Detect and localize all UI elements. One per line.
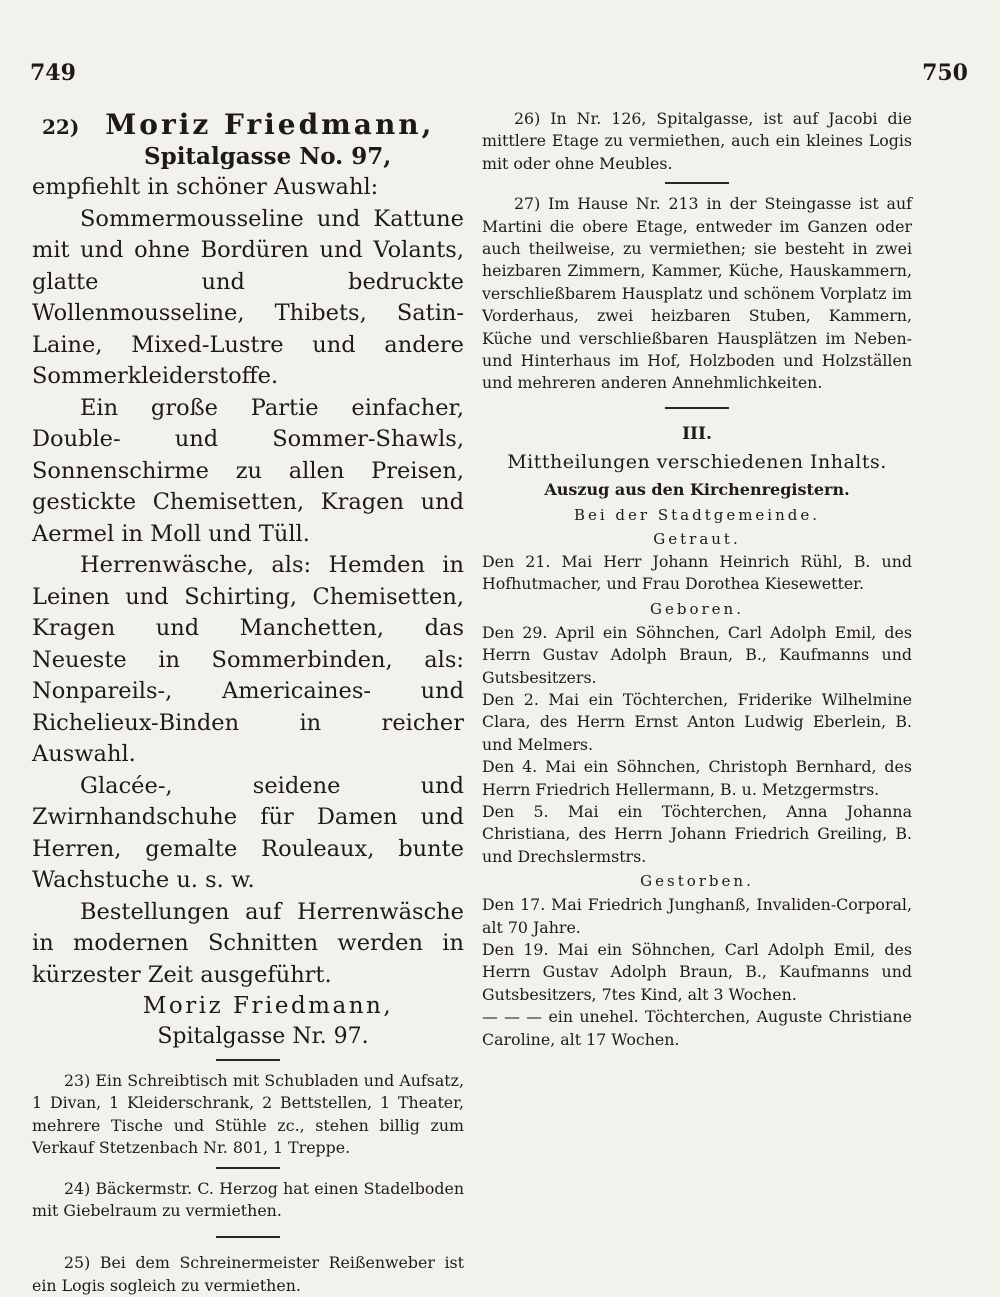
ad-intro: empfiehlt in schöner Auswahl: [32, 174, 379, 200]
married-heading: Getraut. [653, 529, 741, 548]
separator-rule [216, 1236, 280, 1238]
ad-paragraph: Herrenwäsche, als: Hemden in Leinen und Schirting, Chemisetten, Kragen und Manchetten, das Neueste in Sommerbinden, als: Nonpareils-, Americaines- und Richelieux-Binden in reicher Auswahl. [32, 552, 464, 767]
advertisement-25: 25) Bei dem Schreinermeister Reißenweber ist ein Logis sogleich zu vermiethen. [32, 1253, 464, 1295]
advertisement-23: 23) Ein Schreibtisch mit Schubladen und Aufsatz, 1 Divan, 1 Kleiderschrank, 2 Bettstellen, 1 Theater, mehrere Tische und Stühle zc., stehen billig zum Verkauf Stetzenbach Nr. 801, 1 Treppe. [32, 1071, 464, 1158]
born-entry: Den 2. Mai ein Töchterchen, Friderike Wilhelmine Clara, des Herrn Ernst Anton Ludwig Eberlein, B. und Melmers. [482, 689, 912, 754]
page-number-left: 749 [30, 60, 76, 86]
advertisement-27: 27) Im Hause Nr. 213 in der Steingasse ist auf Martini die obere Etage, entweder im Ganzen oder auch theilweise, zu vermiethen; sie besteht in zwei heizbaren Zimmern, Kammer, Küche, Hauskammern, verschließbarem Hausplatz und schönem Vorplatz im Vorderhaus, zwei heizbaren Stuben, Kammern, Küche und verschließbaren Hausplätzen im Neben- und Hinterhaus im Hof, Holzboden und Holzställen und mehreren anderen Annehmlichkeiten. [482, 194, 912, 393]
left-column [32, 108, 464, 1297]
advertisement-24: 24) Bäckermstr. C. Herzog hat einen Stadelboden mit Giebelraum zu vermiethen. [32, 1178, 464, 1221]
section-number: III. [682, 423, 712, 444]
ad-paragraph: Ein große Partie einfacher, Double- und Sommer-Shawls, Sonnenschirme zu allen Preisen, gestickte Chemisetten, Kragen und Aermel in Moll und Tüll. [32, 394, 464, 547]
born-heading: Geboren. [650, 599, 744, 618]
page-number-right: 750 [922, 60, 968, 86]
separator-rule [665, 182, 729, 184]
section-title: Mittheilungen verschiedenen Inhalts. [507, 450, 887, 473]
born-entry: Den 5. Mai ein Töchterchen, Anna Johanna Christiana, des Herrn Johann Friedrich Greiling, B. und Drechslermstrs. [482, 801, 912, 866]
died-entry: — — — ein unehel. Töchterchen, Auguste Christiane Caroline, alt 17 Wochen. [482, 1007, 912, 1049]
advertisement-26: 26) In Nr. 126, Spitalgasse, ist auf Jacobi die mittlere Etage zu vermiethen, auch ein kleines Logis mit oder ohne Meubles. [482, 109, 912, 173]
born-entry: Den 4. Mai ein Söhnchen, Christoph Bernhard, des Herrn Friedrich Hellermann, B. u. Metzgermstrs. [482, 757, 912, 799]
ad-paragraph: Glacée-, seidene und Zwirnhandschuhe für Damen und Herren, gemalte Rouleaux, bunte Wachstuche u. s. w. [32, 772, 464, 893]
ad-paragraph: Bestellungen auf Herrenwäsche in modernen Schnitten werden in kürzester Zeit ausgeführt. [32, 898, 464, 988]
separator-rule [665, 407, 729, 409]
advertisement-22 [32, 108, 464, 1052]
right-column [482, 108, 912, 1051]
merchant-name: Moriz Friedmann, [105, 108, 435, 141]
died-heading: Gestorben. [640, 872, 754, 891]
parish-heading: Bei der Stadtgemeinde. [573, 505, 821, 524]
signature-name: Moriz Friedmann, [142, 993, 394, 1019]
born-entry: Den 29. April ein Söhnchen, Carl Adolph Emil, des Herrn Gustav Adolph Braun, B., Kaufmanns und Gutsbesitzers. [482, 622, 912, 687]
married-entry: Den 21. Mai Herr Johann Heinrich Rühl, B. und Hofhutmacher, und Frau Dorothea Kiesewetter. [482, 551, 912, 594]
died-entry: Den 17. Mai Friedrich Junghanß, Invaliden-Corporal, alt 70 Jahre. [482, 895, 912, 937]
died-entry: Den 19. Mai ein Söhnchen, Carl Adolph Emil, des Herrn Gustav Adolph Braun, B., Kaufmanns und Gutsbesitzers, 7tes Kind, alt 3 Wochen. [482, 939, 912, 1004]
signature-address: Spitalgasse Nr. 97. [157, 1024, 369, 1049]
section-subtitle: Auszug aus den Kirchenregistern. [544, 479, 850, 499]
ad-number: 22) [42, 115, 80, 139]
merchant-address: Spitalgasse No. 97, [144, 143, 392, 170]
separator-rule [216, 1167, 280, 1169]
ad-paragraph: Sommermousseline und Kattune mit und ohne Bordüren und Volants, glatte und bedruckte Wollenmousseline, Thibets, Satin-Laine, Mixed-Lustre und andere Sommerkleiderstoffe. [32, 205, 464, 389]
separator-rule [216, 1059, 280, 1061]
